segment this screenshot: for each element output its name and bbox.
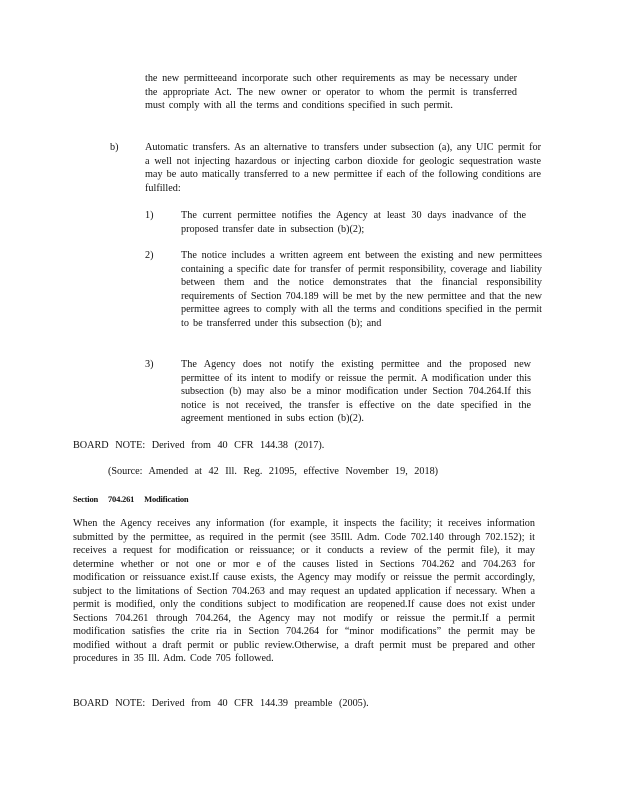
subitem-3-label: 3) xyxy=(145,359,154,370)
source-note: (Source: Amended at 42 Ill. Reg. 21095, effective November 19, 2018) xyxy=(108,466,439,477)
subitem-1-text: The current permittee notifies the Agency at least 30 days inadvance of the proposed transfer date in subsection (b)(2); xyxy=(181,210,526,235)
section-body-paragraph xyxy=(73,517,535,666)
board-note-2: BOARD NOTE: Derived from 40 CFR 144.39 preamble (2005). xyxy=(73,698,369,709)
item-b-text: Automatic transfers. As an alternative to transfers under subsection (a), any UIC permit for a well not injecting hazardous or injecting carbon dioxide for geologic sequestration waste may be auto matically transferred to a new permittee if each of the following conditions are fulfilled: xyxy=(145,142,541,194)
subitem-2-paragraph xyxy=(181,249,542,330)
subitem-1-label: 1) xyxy=(145,210,154,221)
subitem-2-text: The notice includes a written agreem ent between the existing and new permittees containing a specific date for transfer of permit responsibility, coverage and liability between them and the notice demonstrates that the financial responsibility requirements of Section 704.189 will be met by the new permittee and that the new permittee agrees to comply with all the terms and conditions specified in the permit to be transferred under this subsection (b); and xyxy=(181,250,542,329)
subitem-3-text: The Agency does not notify the existing permittee and the proposed new permittee of its intent to modify or reissue the permit. A modification under this subsection (b) may also be a minor modification under Section 704.264.If this notice is not received, the transfer is effective on the date specified in the agreement mentioned in subs ection (b)(2). xyxy=(181,359,531,424)
section-body-text: When the Agency receives any information (for example, it inspects the facility; it receives information submitted by the permittee, as required in the permit (see 35Ill. Adm. Code 702.140 through 702.152); it receives a request for modification or reissuance; or it conducts a review of the permit file), it may determine whether or not one or mor e of the causes listed in Sections 704.262 and 704.263 for modification or reissuance exist.If cause exists, the Agency may modify or reissue the permit accordingly, subject to the limitations of Section 704.263 and may request an updated application if necessary. When a permit is modified, only the conditions subject to modification are reopened.If cause does not exist under Sections 704.261 through 704.264, the Agency may not modify or reissue the permit.If a permit modification satisfies the crite ria in Section 704.264 for “minor modifications” the permit may be modified without a draft permit or public review.Otherwise, a draft permit must be prepared and other procedures in 35 Ill. Adm. Code 705 followed. xyxy=(73,518,535,664)
item-b-paragraph xyxy=(145,141,541,195)
section-heading: Section 704.261 Modification xyxy=(73,494,189,504)
subitem-3-paragraph xyxy=(181,358,531,426)
item-b-label: b) xyxy=(110,142,119,153)
subitem-2-label: 2) xyxy=(145,250,154,261)
board-note-1: BOARD NOTE: Derived from 40 CFR 144.38 (2017). xyxy=(73,440,325,451)
continuation-text: the new permitteeand incorporate such other requirements as may be necessary under the appropriate Act. The new owner or operator to whom the permit is transferred must comply with all the terms and conditions specified in such permit. xyxy=(145,73,517,111)
continuation-paragraph xyxy=(145,72,517,113)
subitem-1-paragraph xyxy=(181,209,526,236)
